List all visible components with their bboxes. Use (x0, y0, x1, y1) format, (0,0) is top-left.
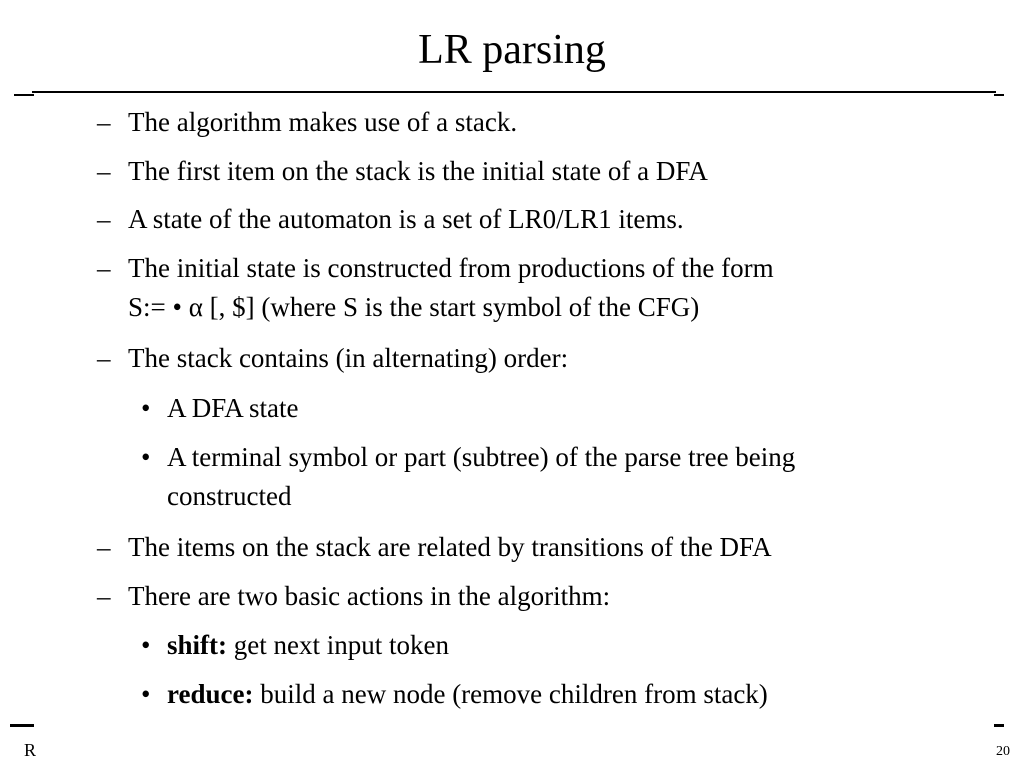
bullet-text: S:= • α [, $] (where S is the start symbol of the CFG) (128, 292, 700, 322)
term-reduce: reduce: (167, 679, 254, 709)
dash-marker: – (97, 107, 111, 137)
dash-marker: – (97, 343, 111, 373)
dash-marker: – (97, 581, 111, 611)
slide-title: LR parsing (418, 27, 606, 73)
term-description: get next input token (227, 630, 449, 660)
dash-marker: – (97, 204, 111, 234)
sub-bullet-text: A DFA state (167, 393, 299, 423)
bullet-text: The initial state is constructed from productions of the form (128, 253, 774, 283)
bullet-text: The stack contains (in alternating) order: (128, 343, 569, 373)
sub-bullet-text: constructed (167, 481, 292, 511)
dash-marker: – (97, 532, 111, 562)
bullet-text: The algorithm makes use of a stack. (128, 107, 518, 137)
bullet-text: A state of the automaton is a set of LR0/LR1 items. (128, 204, 684, 234)
sub-bullet-text (167, 627, 449, 663)
dash-marker: – (97, 253, 111, 283)
dash-marker: – (97, 156, 111, 186)
page-number: 20 (996, 744, 1010, 759)
dot-marker: • (141, 679, 151, 709)
term-description: build a new node (remove children from stack) (253, 679, 768, 709)
bullet-text: The items on the stack are related by transitions of the DFA (128, 532, 772, 562)
bullet-text: There are two basic actions in the algorithm: (128, 581, 611, 611)
sub-bullet-text: A terminal symbol or part (subtree) of the parse tree being (167, 442, 796, 472)
dot-marker: • (141, 442, 151, 472)
sub-bullet-text (167, 676, 768, 712)
bullet-text: The first item on the stack is the initial state of a DFA (128, 156, 708, 186)
footer-label: R (24, 740, 37, 760)
term-shift: shift: (167, 630, 227, 660)
dot-marker: • (141, 630, 151, 660)
dot-marker: • (141, 393, 151, 423)
